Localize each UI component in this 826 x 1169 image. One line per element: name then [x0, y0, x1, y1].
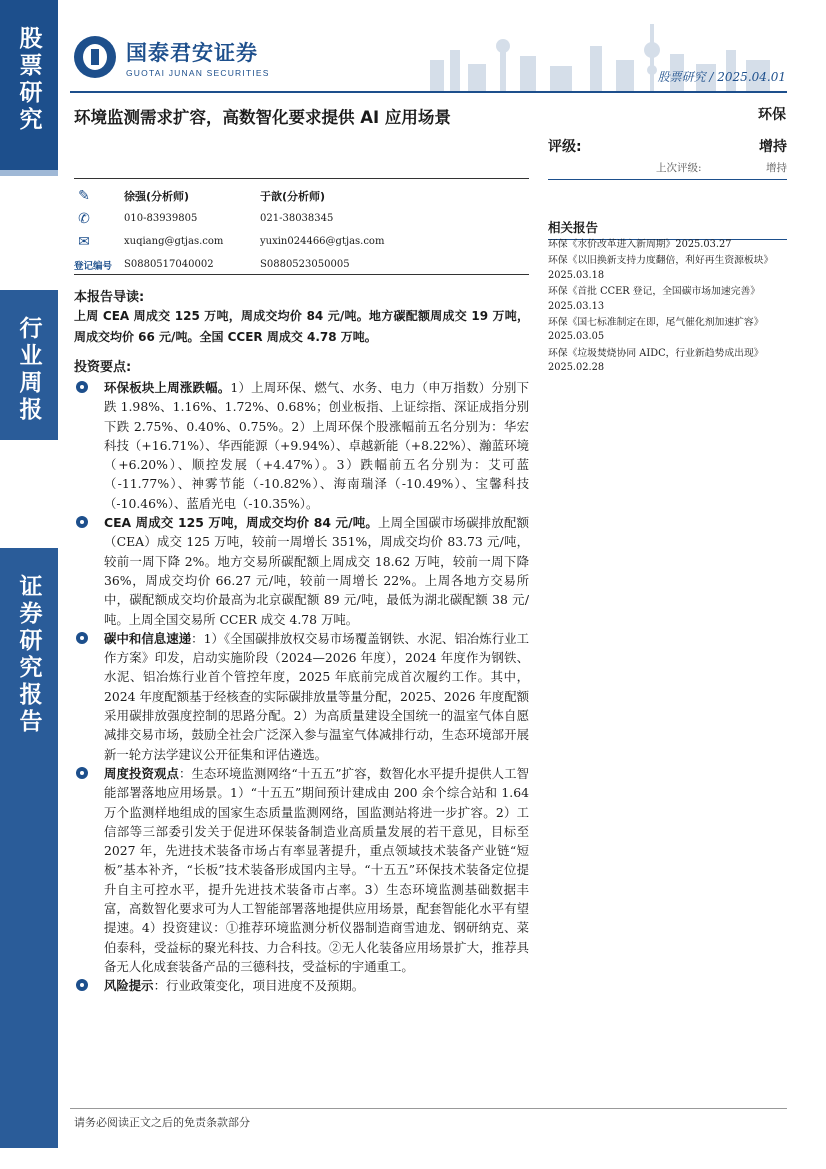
rating-label: 评级: [548, 139, 582, 155]
side-banner [0, 0, 58, 1169]
point-heading: 碳中和信息速递 [104, 630, 192, 646]
analyst-block [74, 184, 529, 276]
brand-logo-icon [74, 36, 116, 78]
point-text: ：行业政策变化，项目进度不及预期。 [153, 978, 365, 994]
investment-point [74, 378, 529, 513]
analyst-name: 于歆(分析师) [260, 189, 326, 203]
side-label-weekly: 行业周报 [0, 290, 58, 440]
brand-name-en: GUOTAI JUNAN SECURITIES [126, 67, 270, 78]
bullet-icon [76, 632, 88, 644]
bullet-icon [76, 979, 88, 991]
report-meta: 股票研究 / 2025.04.01 [657, 70, 786, 84]
related-report-link[interactable]: 环保《水价改革进入新周期》2025.03.27 [548, 239, 732, 250]
side-label-securities-report: 证券研究报告 [0, 548, 58, 1148]
analyst-rule [74, 274, 529, 275]
brand-logo [74, 36, 270, 78]
guide-heading: 本报告导读: [74, 290, 145, 305]
bullet-icon [76, 381, 88, 393]
analyst-reg-number: S0880523050005 [260, 259, 350, 270]
point-heading: 周度投资观点 [104, 765, 179, 781]
points-heading: 投资要点: [74, 360, 132, 375]
analyst-email[interactable]: yuxin024466@gtjas.com [260, 236, 385, 247]
related-reports-list [548, 238, 787, 378]
point-heading: 风险提示 [104, 978, 154, 994]
investment-point [74, 513, 529, 629]
point-heading: CEA 周成交 125 万吨，周成交均价 84 元/吨。 [104, 515, 378, 531]
bullet-icon [76, 516, 88, 528]
rating-value: 增持 [759, 139, 787, 155]
previous-rating [548, 160, 787, 180]
phone-icon: ✆ [78, 210, 90, 227]
investment-points [74, 378, 529, 996]
prev-rating-value: 增持 [766, 162, 787, 174]
investment-point [74, 629, 529, 764]
person-icon: ✎ [78, 187, 90, 204]
related-report-link[interactable]: 环保《垃圾焚烧协同 AIDC，行业新趋势成出现》2025.02.28 [548, 347, 764, 374]
investment-point [74, 976, 529, 995]
analyst-phone: 021-38038345 [260, 213, 334, 224]
point-text: 上周全国碳市场碳排放配额（CEA）成交 125 万吨，较前一周增长 351%，周成交均价 83.73 元/吨，较前一周下降 2%。地方交易所碳配额上周成交 18.62 万吨，较前一周下降 36%，周成交均价 66.27 元/吨，较前一周增长 22%。上周各地方交易所中，碳配额成交均价最高为北京碳配额 89 元/吨，最低为湖北碳配额 38 元/吨。上周全国交易所 CCER 成交 4.78 万吨。 [104, 515, 529, 627]
related-report-link[interactable]: 环保《首批 CCER 登记，全国碳市场加速完善》2025.03.13 [548, 286, 761, 312]
related-reports-heading: 相关报告 [548, 218, 787, 240]
guide-body: 上周 CEA 周成交 125 万吨，周成交均价 84 元/吨。地方碳配额周成交 19 万吨，周成交均价 66 元/吨。全国 CCER 周成交 4.78 万吨。 [74, 309, 529, 344]
rating [548, 136, 787, 156]
related-report-link[interactable]: 环保《以旧换新支持力度翻倍，利好再生资源板块》2025.03.18 [548, 255, 774, 281]
analyst-rule [74, 178, 529, 179]
footer-rule [70, 1108, 787, 1109]
prev-rating-label: 上次评级: [656, 162, 702, 174]
bullet-icon [76, 767, 88, 779]
point-text: ：1）《全国碳排放权交易市场覆盖钢铁、水泥、铝冶炼行业工作方案》印发，启动实施阶段（2024—2026 年度），2024 年度作为钢铁、水泥、铝冶炼行业首个管控年度，2025 年底前完成首次履约工作。其中，2024 年度配额基于经核查的实际碳排放量等量分配，2025、2026 年度配额采用碳排放强度控制的思路分配。2）为高质量建设全国统一的温室气体自愿减排交易市场，鼓励全社会广泛深入参与温室气体减排行动，生态环境部开展新一轮方法学建议公开征集和评估遴选。 [104, 630, 529, 762]
industry-label: 环保 [758, 107, 786, 123]
point-heading: 环保板块上周涨跌幅。 [104, 380, 231, 395]
disclaimer-footer: 请务必阅读正文之后的免责条款部分 [74, 1116, 250, 1129]
analyst-reg-number: S0880517040002 [124, 259, 214, 270]
related-report-link[interactable]: 环保《国七标准制定在即，尾气催化剂加速扩容》2025.03.05 [548, 317, 764, 343]
header-rule [70, 91, 787, 93]
analyst-phone: 010-83939805 [124, 213, 198, 224]
analyst-name: 徐强(分析师) [124, 189, 190, 203]
point-text: ：生态环境监测网络“十五五”扩容，数智化水平提升提供人工智能部署落地应用场景。1）“十五五”期间预计建成由 200 余个综合站和 1.64 万个监测样地组成的国家生态质量监测网络，国监测站将进一步扩容。2）工信部等三部委引发关于促进环保装备制造业高质量发展的若干意见，目标至 2027 年，先进技术装备市场占有率显著提升，重点领域技术装备产业链“短板”基本补齐，“长板”技术装备形成国内主导。“十五五”环保技术装备定位提升自主可控水平，提升先进技术装备市占率。3）生态环境监测基础数据丰富，高数智化要求可为人工智能部署落地提供应用场景，配套智能化水平有望提速。4）投资建议：①推荐环境监测分析仪器制造商雪迪龙、钢研纳克、菜伯泰科，受益标的聚光科技、力合科技。②无人化装备应用场景扩大，推荐具备无人化成套装备产品的三德科技，受益标的宇通重工。 [104, 765, 529, 974]
brand-name-cn: 国泰君安证券 [126, 40, 258, 65]
side-label-stock-research: 股票研究 [0, 0, 58, 170]
point-text: 1）上周环保、燃气、水务、电力（申万指数）分别下跌 1.98%、1.16%、1.72%、0.68%；创业板指、上证综指、深证成指分别下跌 2.75%、0.40%、0.75%。2）上周环保个股涨幅前五名分别为：华宏科技（+16.71%）、华西能源（+9.94%）、卓越新能（+8.22%）、瀚蓝环境（+6.20%）、顺控发展（+4.47%）。3）跌幅前五名分别为：艾可蓝（-11.77%）、神雾节能（-10.82%）、海南瑞泽（-10.49%）、宝馨科技（-10.46%）、蓝盾光电（-10.35%）。 [104, 380, 530, 511]
analyst-email[interactable]: xuqiang@gtjas.com [124, 236, 224, 247]
side-divider [0, 170, 58, 176]
investment-point [74, 764, 529, 976]
registration-label: 登记编号 [74, 260, 113, 272]
report-title: 环境监测需求扩容，高数智化要求提供 AI 应用场景 [74, 108, 451, 127]
mail-icon: ✉ [78, 233, 90, 250]
